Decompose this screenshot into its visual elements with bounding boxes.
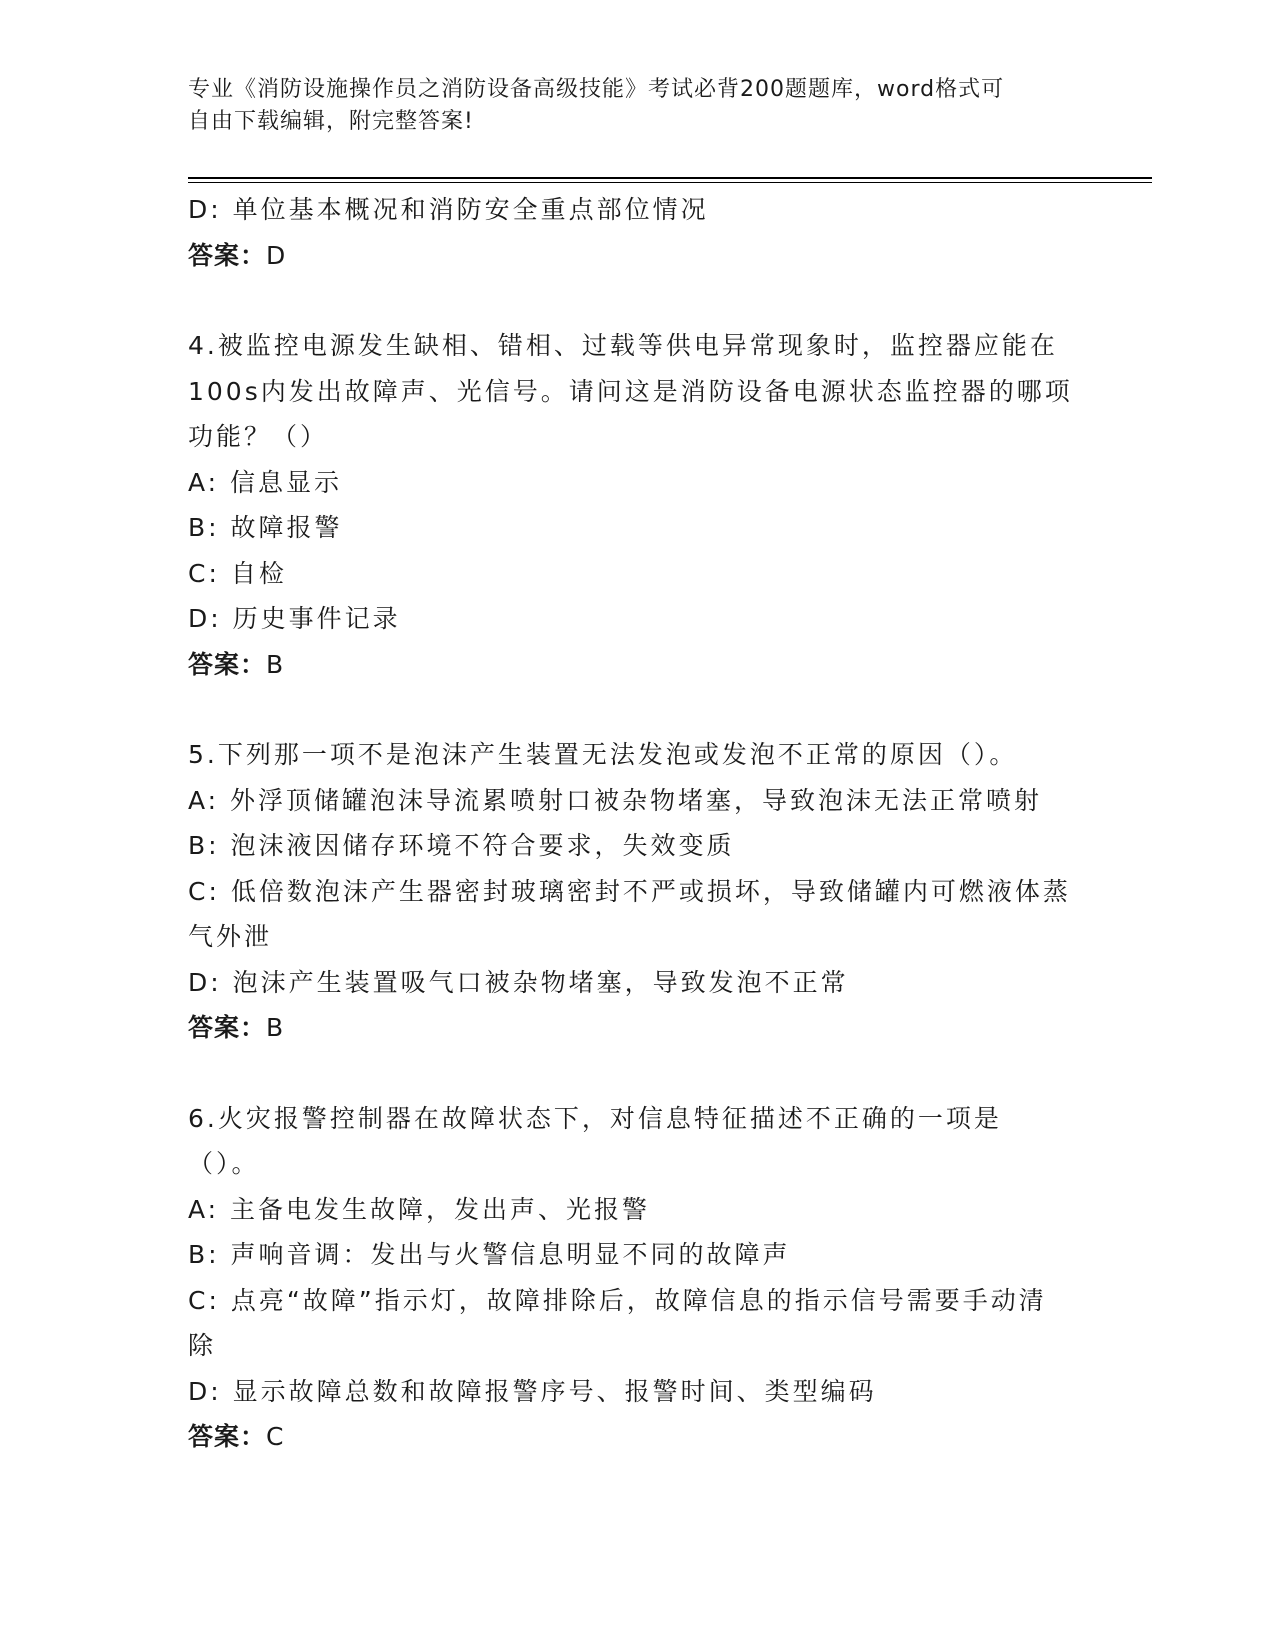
- answer-label: 答案：: [188, 1013, 267, 1042]
- answer-label: 答案：: [188, 649, 267, 679]
- question-5-option-d: D: 泡沫产生装置吸气口被杂物堵塞，导致发泡不正常: [188, 967, 849, 997]
- question-4-stem: 4.被监控电源发生缺相、错相、过载等供电异常现象时，监控器应能在100s内发出故障声、光信号。请问这是消防设备电源状态监控器的哪项功能？（）: [188, 331, 1073, 451]
- question-6-option-c: C: 点亮“故障”指示灯，故障排除后，故障信息的指示信号需要手动清除: [188, 1285, 1047, 1360]
- answer-label: 答案：: [188, 1422, 267, 1451]
- question-6-answer: [188, 1414, 1088, 1460]
- header-divider-thick: [188, 177, 1152, 179]
- header-divider-thin: [188, 182, 1152, 183]
- prev-option-d: D: 单位基本概况和消防安全重点部位情况: [188, 195, 709, 224]
- question-6-option-d: D: 显示故障总数和故障报警序号、报警时间、类型编码: [188, 1376, 877, 1406]
- answer-value: D: [266, 240, 287, 270]
- question-6-option-a: A: 主备电发生故障，发出声、光报警: [188, 1194, 651, 1224]
- answer-value: B: [266, 1013, 285, 1042]
- page-header: [188, 74, 1068, 138]
- answer-value: B: [266, 649, 285, 679]
- answer-value: C: [266, 1422, 285, 1451]
- question-5-answer: [188, 1005, 1088, 1051]
- answer-label: 答案：: [188, 240, 267, 270]
- header-line-1: 专业《消防设施操作员之消防设备高级技能》考试必背200题题库，word格式可: [188, 77, 1005, 102]
- question-list: [188, 187, 1088, 1460]
- question-6-stem: 6.火灾报警控制器在故障状态下，对信息特征描述不正确的一项是（）。: [188, 1103, 1002, 1178]
- spacer: [188, 687, 1088, 732]
- question-4-option-b: B: 故障报警: [188, 513, 343, 542]
- header-line-2: 自由下载编辑，附完整答案!: [188, 109, 474, 134]
- question-5-option-a: A: 外浮顶储罐泡沫导流累喷射口被杂物堵塞，导致泡沫无法正常喷射: [188, 785, 1043, 815]
- question-6-option-b: B: 声响音调：发出与火警信息明显不同的故障声: [188, 1240, 791, 1269]
- question-5-stem: 5.下列那一项不是泡沫产生装置无法发泡或发泡不正常的原因（）。: [188, 740, 1018, 769]
- question-4-option-d: D: 历史事件记录: [188, 604, 401, 633]
- spacer: [188, 278, 1088, 323]
- spacer: [188, 1051, 1088, 1096]
- question-5-option-b: B: 泡沫液因储存环境不符合要求，失效变质: [188, 831, 735, 860]
- question-4-option-c: C: 自检: [188, 558, 287, 588]
- prev-answer: [188, 233, 1088, 279]
- question-5-option-c: C: 低倍数泡沫产生器密封玻璃密封不严或损坏，导致储罐内可燃液体蒸气外泄: [188, 876, 1071, 951]
- question-4-answer: [188, 642, 1088, 688]
- question-4-option-a: A: 信息显示: [188, 467, 343, 497]
